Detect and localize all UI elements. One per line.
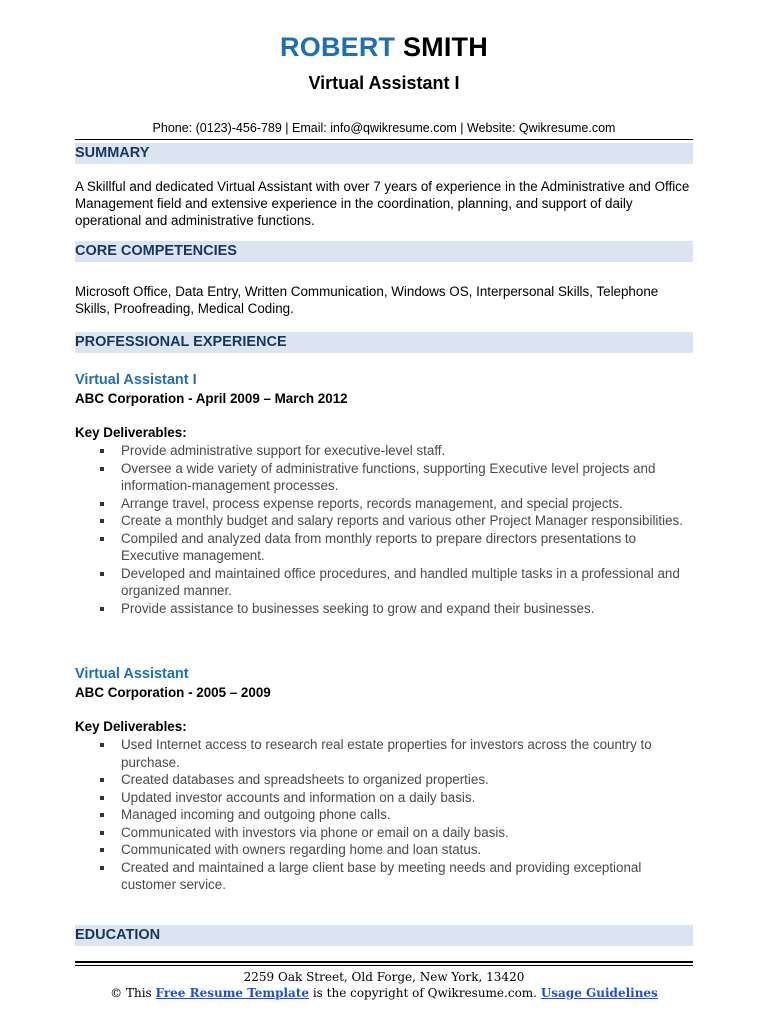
copyright-middle: is the copyright of Qwikresume.com. — [312, 986, 537, 1000]
list-item: Communicated with investors via phone or email on a daily basis. — [75, 824, 693, 842]
list-item: Communicated with owners regarding home and loan status. — [75, 841, 693, 859]
header-divider — [75, 139, 693, 140]
job-2-company-dates: ABC Corporation - 2005 – 2009 — [75, 685, 271, 700]
job-1-key-deliverables-label: Key Deliverables: — [75, 425, 187, 440]
section-summary-header: SUMMARY — [75, 143, 693, 164]
list-item: Oversee a wide variety of administrative functions, supporting Executive level projects and information-management processes. — [75, 460, 693, 495]
list-item: Developed and maintained office procedures, and handled multiple tasks in a professional and organized manner. — [75, 565, 693, 600]
job-2-deliverables-list — [75, 736, 693, 894]
job-title-heading: Virtual Assistant I — [308, 73, 460, 93]
job-2-key-deliverables-label: Key Deliverables: — [75, 719, 187, 734]
first-name: ROBERT — [280, 32, 396, 62]
usage-guidelines-link[interactable]: Usage Guidelines — [540, 986, 658, 1000]
contact-info: Phone: (0123)-456-789 | Email: info@qwikresume.com | Website: Qwikresume.com — [152, 121, 616, 135]
job-1-deliverables-list — [75, 442, 693, 617]
list-item: Managed incoming and outgoing phone calls. — [75, 806, 693, 824]
core-competencies-text: Microsoft Office, Data Entry, Written Communication, Windows OS, Interpersonal Skills, Telephone Skills, Proofreading, Medical Coding. — [75, 284, 659, 316]
list-item: Create a monthly budget and salary reports and various other Project Manager responsibilities. — [75, 512, 693, 530]
list-item: Used Internet access to research real estate properties for investors across the country to purchase. — [75, 736, 693, 771]
list-item: Created databases and spreadsheets to organized properties. — [75, 771, 693, 789]
footer-divider-thin — [75, 965, 693, 966]
list-item: Arrange travel, process expense reports, records management, and special projects. — [75, 495, 693, 513]
job-1-company-dates: ABC Corporation - April 2009 – March 2012 — [75, 391, 348, 406]
section-education-header: EDUCATION — [75, 925, 693, 946]
footer-address: 2259 Oak Street, Old Forge, New York, 13420 — [243, 970, 525, 984]
copyright-prefix: © This — [110, 986, 152, 1000]
job-1-title: Virtual Assistant I — [75, 372, 197, 388]
section-experience-header: PROFESSIONAL EXPERIENCE — [75, 332, 693, 353]
free-resume-template-link[interactable]: Free Resume Template — [155, 986, 309, 1000]
footer-copyright — [0, 986, 768, 1001]
list-item: Compiled and analyzed data from monthly reports to prepare directors presentations to Executive management. — [75, 530, 693, 565]
summary-text: A Skillful and dedicated Virtual Assistant with over 7 years of experience in the Administrative and Office Management field and extensive experience in the coordination, planning, and support of daily operational and administrative functions. — [75, 179, 690, 228]
last-name: SMITH — [402, 32, 488, 62]
list-item: Created and maintained a large client base by meeting needs and providing exceptional customer service. — [75, 859, 693, 894]
job-2-title: Virtual Assistant — [75, 666, 189, 682]
footer-divider-thick — [75, 961, 693, 963]
candidate-name — [0, 31, 768, 63]
list-item: Provide administrative support for executive-level staff. — [75, 442, 693, 460]
list-item: Updated investor accounts and information on a daily basis. — [75, 789, 693, 807]
list-item: Provide assistance to businesses seeking to grow and expand their businesses. — [75, 600, 693, 618]
section-core-header: CORE COMPETENCIES — [75, 241, 693, 262]
